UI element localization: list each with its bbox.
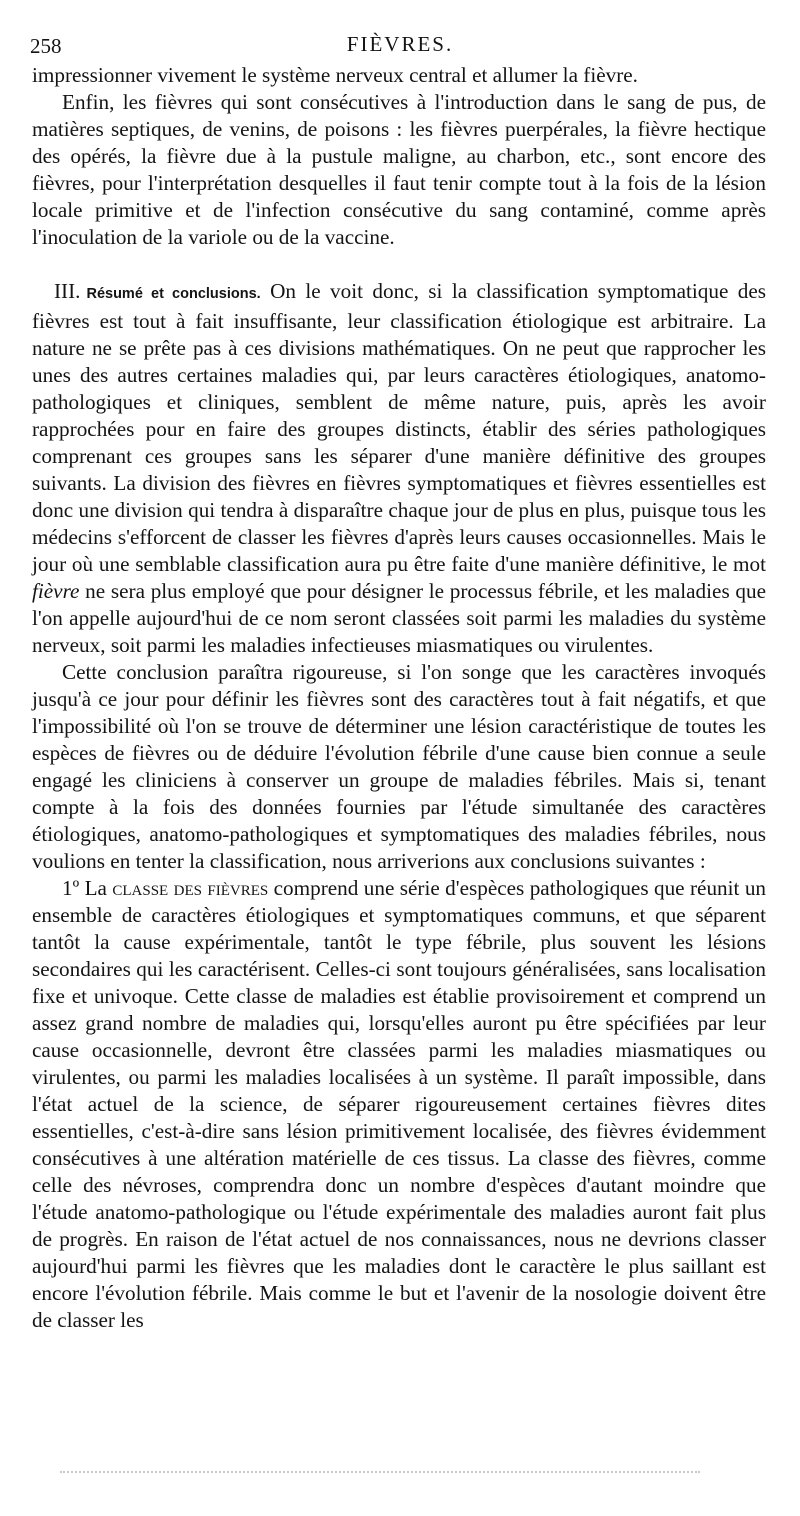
list-number: 1º La <box>62 876 107 900</box>
paragraph-2: Enfin, les fièvres qui sont consécutives à l'introduction dans le sang de pus, de matières septiques, de venins, de poisons : les fièvres puerpérales, la fièvre hectique des opérés, la fièvre due à la pustule maligne, au charbon, etc., sont encore des fièvres, pour l'interprétation desquelles il faut tenir compte tout à la fois de la lésion locale primitive et de l'infection consécutive du sang contaminé, comme après l'inoculation de la variole ou de la vaccine. <box>32 90 766 249</box>
section-title: Résumé et conclusions. <box>86 286 261 302</box>
paragraph-1: impressionner vivement le système nerveux central et allumer la fièvre. <box>32 63 638 87</box>
bleed-through-line <box>60 1471 700 1473</box>
section-number: III. <box>54 279 81 303</box>
page-header <box>30 30 770 60</box>
class-text: comprend une série d'espèces pathologiques que réunit un ensemble de caractères étiologiques et symptomatiques communs, et que séparent tantôt la cause expérimentale, tantôt le type fébrile, plus souvent les lésions secondaires qui les caractérisent. Celles-ci sont toujours généralisées, sans localisation fixe et univoque. Cette classe de maladies est établie provisoirement et comprend un assez grand nombre de maladies qui, lorsqu'elles auront pu être spécifiées par leur cause occasionnelle, devront être classées parmi les maladies miasmatiques ou virulentes, ou parmi les maladies localisées à un système. Il paraît impossible, dans l'état actuel de la science, de séparer rigoureusement certaines fièvres dites essentielles, c'est-à-dire sans lésion primitivement localisée, des fièvres évidemment consécutives à une altération matérielle de ces tissus. La classe des fièvres, comme celle des névroses, comprendra donc un nombre d'espèces d'autant moindre que l'étude anatomo-pathologique ou l'étude expérimentale des maladies auront fait plus de progrès. En raison de l'état actuel de nos connaissances, nous ne devrions classer aujourd'hui parmi les fièvres que les maladies dont le caractère le plus saillant est encore l'évolution fébrile. Mais comme le but et l'avenir de la nosologie doivent être de classer les <box>32 876 767 1332</box>
body-text <box>32 62 766 1334</box>
running-title: FIÈVRES. <box>346 32 454 56</box>
italic-term: fièvre <box>32 579 80 603</box>
section-summary-paragraph <box>32 278 766 659</box>
section-text-tail: ne sera plus employé que pour désigner le processus fébrile, et les maladies que l'on appelle aujourd'hui de ce nom seront classées soit parmi les maladies du système nerveux, soit parmi les maladies infectieuses miasmatiques ou virulentes. <box>32 579 766 657</box>
class-term: classe des fièvres <box>112 876 269 900</box>
section-text: On le voit donc, si la classification symptomatique des fièvres est tout à fait insuffisante, leur classification étiologique est arbitraire. La nature ne se prête pas à ces divisions mathématiques. On ne peut que rapprocher les unes des autres certaines maladies qui, par leurs caractères étiologiques, anatomo-pathologiques et cliniques, semblent de même nature, puis, après les avoir rapprochées pour en faire des groupes distincts, établir des séries pathologiques comprenant ces groupes sans les séparer d'une manière définitive des groupes suivants. La division des fièvres en fièvres symptomatiques et fièvres essentielles est donc une division qui tendra à disparaître chaque jour de plus en plus, puisque tous les médecins s'efforcent de classer les fièvres d'après leurs causes occasionnelles. Mais le jour où une semblable classification aura pu être faite d'une manière définitive, le mot <box>32 279 766 576</box>
paragraph-class-of-fevers <box>32 875 766 1334</box>
paragraph-conclusion: Cette conclusion paraîtra rigoureuse, si l'on songe que les caractères invoqués jusqu'à ce jour pour définir les fièvres sont des caractères tout à fait négatifs, et que l'impossibilité où l'on se trouve de déterminer une lésion caractéristique de toutes les espèces de fièvres ou de déduire l'évolution fébrile d'une cause bien connue a seule engagé les cliniciens à conserver un groupe de maladies fébriles. Mais si, tenant compte à la fois des données fournies par l'étude simultanée des caractères étiologiques, anatomo-pathologiques et symptomatiques des maladies fébriles, nous voulions en tenter la classification, nous arriverions aux conclusions suivantes : <box>32 660 766 873</box>
page-number: 258 <box>30 34 62 58</box>
